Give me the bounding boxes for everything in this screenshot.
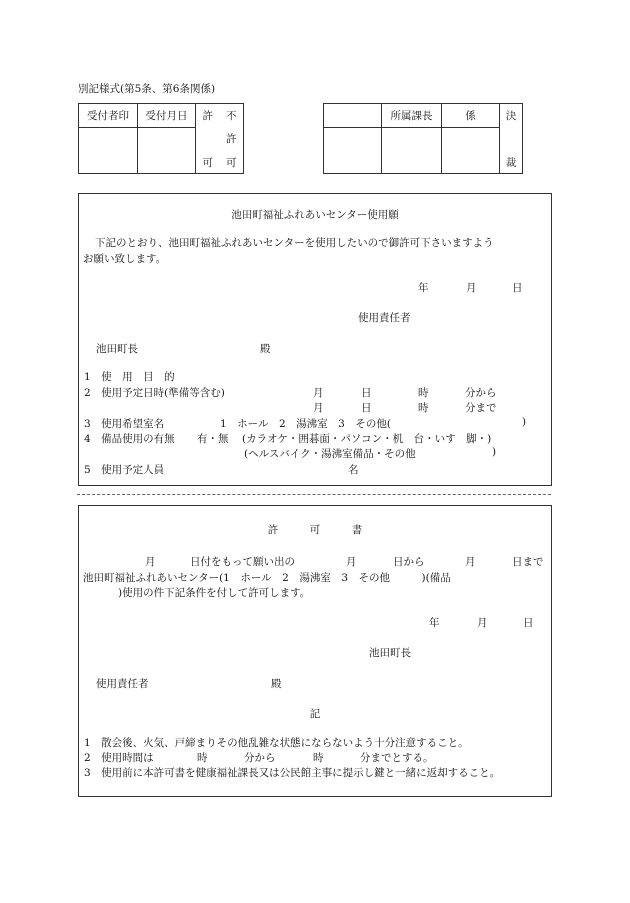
permit-condition-2-to: 分までとする。 [360,752,434,764]
item-room: 3 使用希望室名 [84,418,165,430]
permit-title: 許 可 書 [267,524,363,536]
item-schedule-from: 分から [465,387,497,399]
permit-condition-1: 1 散会後、火気、戸締まりその他乱雑な状態にならないよう十分注意すること。 [84,737,469,749]
permit-condition-2-from: 分から [244,752,276,764]
reception-stamp-header: 受付者印 [79,104,138,128]
approval-blank-cell [324,128,382,174]
permit-condition-2-hour: 時 [197,752,208,764]
item-room-close: ) [522,416,527,428]
permit-condition-3: 3 使用前に本許可書を健康福祉課長又は公民館主事に提示し鍵と一緒に返却すること。 [84,767,501,779]
permit-line1-to: 日まで [512,556,544,568]
permit-date-year: 年 [429,617,440,629]
reception-date-cell [138,128,196,174]
fukyo-ka-cell [220,104,244,174]
application-responsible-label: 使用責任者 [358,312,411,324]
item-purpose: 1 使 用 目 的 [84,371,175,383]
item-equipment-list1: (カラオケ・囲碁面・パソコン・机 台・いす 脚・) [242,433,492,445]
application-addressee: 池田町長 [96,343,138,355]
item-equipment: 4 備品使用の有無 [84,433,175,445]
application-date-month: 月 [466,282,477,294]
kyo-top-char: 許 [202,109,213,122]
staff-cell [442,128,500,174]
kessai-bot-char: 裁 [505,156,517,169]
staff-header: 係 [442,104,500,128]
section-chief-header: 所属課長 [382,104,442,128]
application-date-year: 年 [418,282,429,294]
item-attendees-unit: 名 [348,464,359,476]
reception-date-header: 受付月日 [138,104,196,128]
item-equipment-close: ) [492,446,497,458]
application-body-line2: お願い致します。 [83,253,167,265]
permit-date-month: 月 [477,617,488,629]
permit-condition-2-hour2: 時 [313,752,324,764]
item-schedule-hour: 時 [418,387,429,399]
kyo-ka-cell [196,104,220,174]
permit-issuer: 池田町長 [369,647,411,659]
permit-responsible: 使用責任者 [96,678,149,690]
item-attendees: 5 使用予定人員 [84,464,165,476]
item-schedule-day: 日 [361,387,372,399]
kyo-bot-char: 可 [202,156,213,169]
item-schedule: 2 使用予定日時(準備等含む) [84,387,225,399]
fu-top-char: 不 [226,109,237,122]
item-equipment-list2: (ヘルスバイク・湯沸室備品・その他 [244,448,416,460]
item-schedule-hour2: 時 [418,402,429,414]
form-label: 別記様式(第5条、第6条関係) [78,83,216,95]
application-dono: 殿 [260,343,271,355]
application-body-line1: 下記のとおり、池田町福祉ふれあいセンターを使用したいので御許可下さいますよう [95,237,494,249]
item-schedule-to: 分まで [465,402,497,414]
item-equipment-yesno: 有・無 [197,433,229,445]
permit-date-day: 日 [523,617,534,629]
approval-blank-header [324,104,382,128]
permit-line1-month3: 月 [465,556,476,568]
permit-line1-text: 日付をもって願い出の [190,556,295,568]
permit-line1-from: 日から [393,556,425,568]
fu-bot-char: 可 [226,156,237,169]
reception-stamp-table [78,103,244,174]
cut-line [77,494,551,495]
permit-line1-month2: 月 [346,556,357,568]
application-date-day: 日 [512,282,523,294]
item-room-options: 1 ホール 2 湯沸室 3 その他( [220,418,391,430]
item-schedule-month: 月 [313,387,324,399]
item-schedule-day2: 日 [361,402,372,414]
section-chief-cell [382,128,442,174]
fu-mid-char: 許 [226,133,237,145]
permit-line2: 池田町福祉ふれあいセンター(1 ホール 2 湯沸室 3 その他 )(備品 [83,572,451,584]
approval-stamp-table [323,103,523,174]
reception-stamp-cell [79,128,138,174]
permit-dono: 殿 [271,678,282,690]
kessai-cell [500,104,523,174]
item-schedule-month2: 月 [313,402,324,414]
kessai-top-char: 決 [505,109,517,122]
permit-condition-2: 2 使用時間は [84,752,154,764]
permit-ki: 記 [309,708,321,720]
permit-line3: )使用の件下記条件を付して許可します。 [118,587,311,599]
permit-line1-month: 月 [145,556,156,568]
application-title: 池田町福祉ふれあいセンター使用願 [231,209,399,221]
